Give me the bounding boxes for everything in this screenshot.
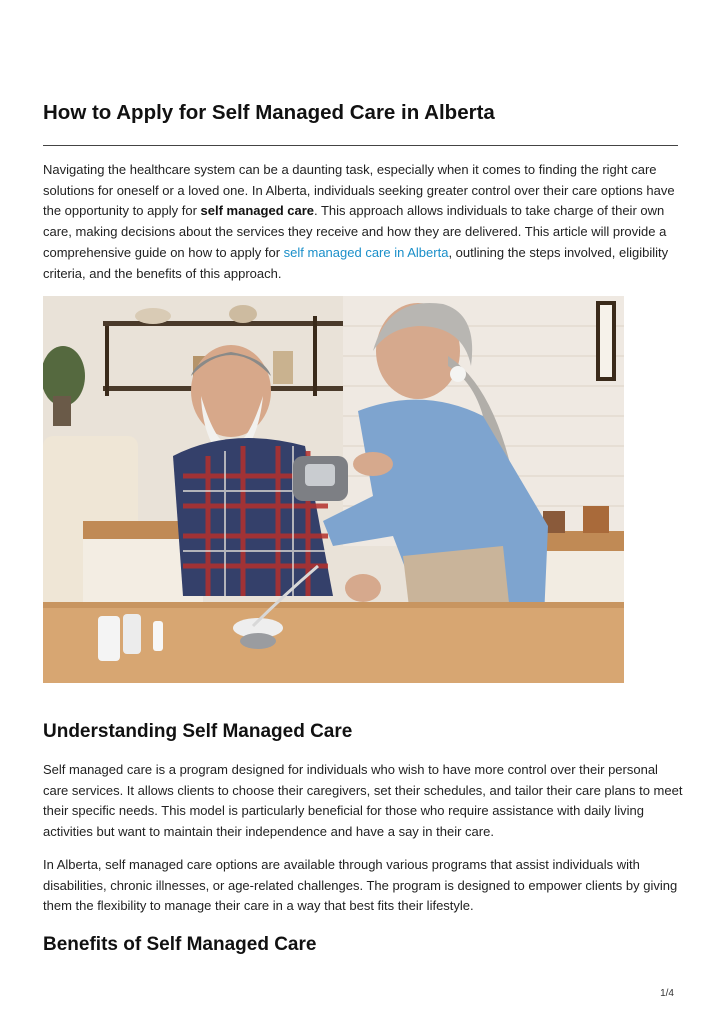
section-heading-understanding: Understanding Self Managed Care <box>43 721 353 742</box>
understanding-paragraph-2: In Alberta, self managed care options are available through various programs that assist individuals with disabilities, chronic illnesses, or age-related challenges. The program is designed to empower clients by giving them the flexibility to manage their care in a way that best fits their lifestyle. <box>43 857 678 914</box>
intro-text-2: . This approach allows individuals to take charge of their own care, making decisions about the services they receive and how they are delivered. This article will provide a comprehensive guide on how to apply for <box>43 203 667 260</box>
intro-paragraph <box>43 160 683 284</box>
title-divider <box>43 145 678 146</box>
page-title: How to Apply for Self Managed Care in Alberta <box>43 101 495 124</box>
intro-text-1: Navigating the healthcare system can be a daunting task, especially when it comes to finding the right care solutions for oneself or a loved one. In Alberta, individuals seeking greater control over their care options have the opportunity to apply for <box>43 162 675 219</box>
caregiver-photo <box>43 296 624 683</box>
page-number: 1/4 <box>660 988 674 999</box>
section-heading-benefits: Benefits of Self Managed Care <box>43 934 317 955</box>
understanding-paragraph-1: Self managed care is a program designed for individuals who wish to have more control over their personal care services. It allows clients to choose their caregivers, set their schedules, and tailor their care plans to meet their specific needs. This model is particularly beneficial for those who require assistance with daily living activities but want to maintain their independence and have a say in their care. <box>43 762 683 840</box>
intro-text-3: , outlining the steps involved, eligibility criteria, and the benefits of this approach. <box>43 244 669 281</box>
intro-bold-term: self managed care <box>200 203 314 219</box>
self-managed-care-link[interactable]: self managed care in Alberta <box>283 244 449 260</box>
